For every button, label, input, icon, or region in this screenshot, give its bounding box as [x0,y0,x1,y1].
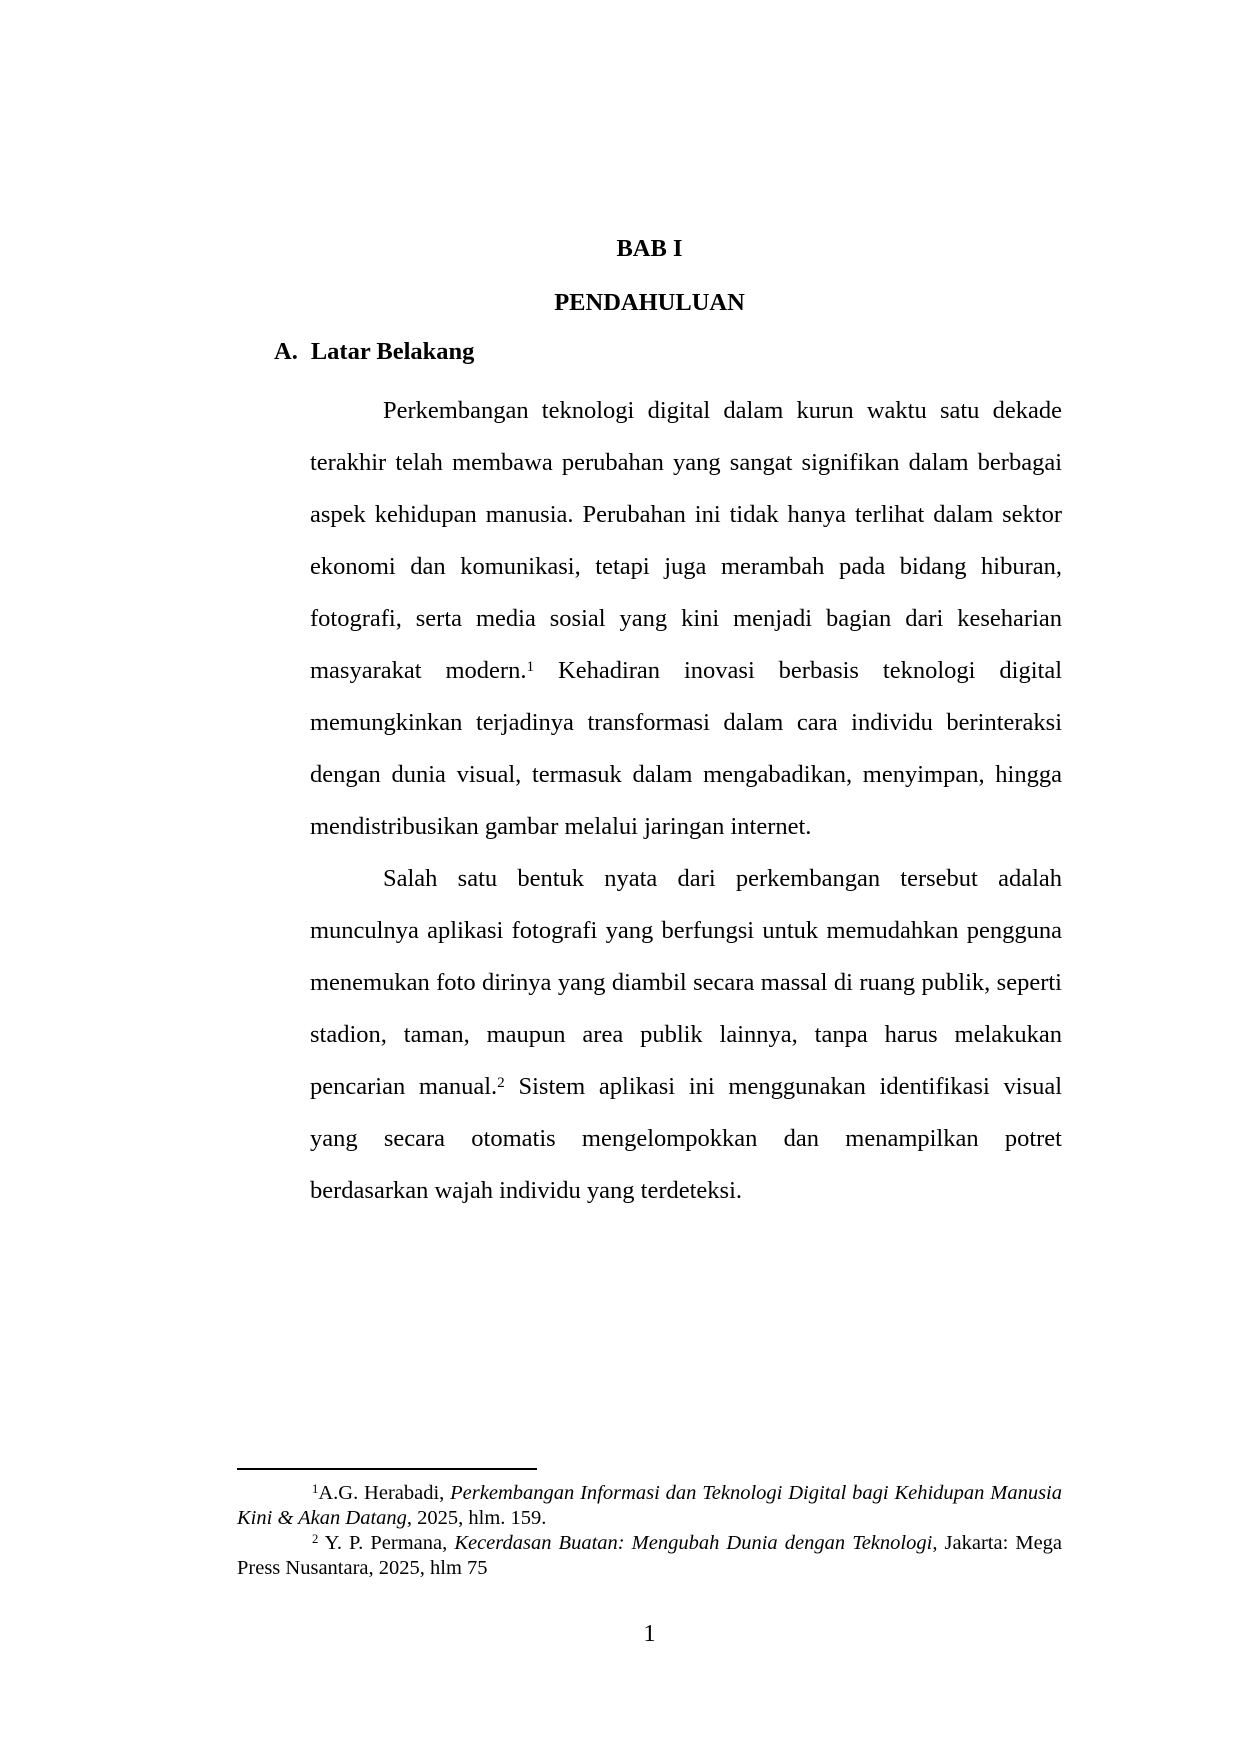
body-line [310,593,1062,645]
body-text [310,385,1062,1217]
body-line [310,541,1062,593]
text-segment: Sistem aplikasi ini menggunakan identifikasi visual [504,1073,1063,1100]
body-line [310,1061,1062,1113]
footnote-line [237,1506,1062,1531]
footnote-ref: 2 [312,1532,319,1547]
body-line [310,801,1062,853]
paragraph-2 [310,853,1062,1217]
footnote-1 [237,1481,1062,1531]
paragraph-1 [310,385,1062,853]
text-segment: , 2025, hlm. 159. [406,1507,547,1529]
section-heading [274,339,474,365]
text-segment: ekonomi dan komunikasi, tetapi juga merambah pada bidang hiburan, [310,553,1062,580]
text-segment: A.G. Herabadi, [318,1482,451,1504]
footnote-2 [237,1531,1062,1581]
text-segment: Press Nusantara, 2025, hlm 75 [237,1557,488,1579]
text-segment: masyarakat modern. [310,657,527,684]
text-segment: menemukan foto dirinya yang diambil secara massal di ruang publik, seperti [310,969,1062,996]
footnotes [237,1481,1062,1581]
footnote-ref: 1 [312,1482,319,1497]
body-line [310,905,1062,957]
text-segment: Perkembangan teknologi digital dalam kurun waktu satu dekade [383,397,1062,424]
footnote-ref: 2 [497,1074,505,1092]
text-segment: memungkinkan terjadinya transformasi dalam cara individu berinteraksi [310,709,1062,736]
footnote-ref: 1 [526,658,535,676]
body-line [310,385,1062,437]
text-segment: pencarian manual. [310,1073,498,1100]
body-line [310,1009,1062,1061]
body-line [310,1165,1062,1217]
body-line [310,957,1062,1009]
text-segment: stadion, taman, maupun area publik lainnya, tanpa harus melakukan [310,1021,1062,1048]
text-segment: aspek kehidupan manusia. Perubahan ini tidak hanya terlihat dalam sektor [310,501,1062,528]
body-line [310,437,1062,489]
footnote-line [237,1556,1062,1581]
text-segment: terakhir telah membawa perubahan yang sangat signifikan dalam berbagai [310,449,1062,476]
text-segment: Perkembangan Informasi dan Teknologi Digital bagi Kehidupan Manusia [450,1482,1062,1504]
text-segment: Kini & Akan Datang [237,1507,407,1529]
section-label: A. [274,338,298,365]
body-line [310,697,1062,749]
body-line [310,749,1062,801]
chapter-label: BAB I [616,235,683,262]
text-segment: Salah satu bentuk nyata dari perkembangan tersebut adalah [383,865,1062,892]
body-line [310,645,1062,697]
text-segment: dengan dunia visual, termasuk dalam mengabadikan, menyimpan, hingga [310,761,1062,788]
page-number: 1 [643,1620,656,1647]
text-segment: , Jakarta: Mega [932,1532,1063,1554]
text-segment: Kecerdasan Buatan: Mengubah Dunia dengan Teknologi [454,1532,933,1554]
body-line [310,853,1062,905]
text-segment: munculnya aplikasi fotografi yang berfungsi untuk memudahkan pengguna [310,917,1062,944]
text-segment: fotografi, serta media sosial yang kini menjadi bagian dari keseharian [310,605,1062,632]
text-segment: mendistribusikan gambar melalui jaringan internet. [310,813,812,840]
footnote-line [237,1531,1062,1556]
section-title: Latar Belakang [310,338,475,365]
text-segment: Kehadiran inovasi berbasis teknologi digital [534,657,1062,684]
text-segment: berdasarkan wajah individu yang terdeteksi. [310,1177,743,1204]
text-segment: Y. P. Permana, [318,1532,455,1554]
chapter-title: PENDAHULUAN [554,289,745,316]
text-segment: yang secara otomatis mengelompokkan dan menampilkan potret [310,1125,1062,1152]
body-line [310,1113,1062,1165]
footnote-separator [237,1468,537,1470]
body-line [310,489,1062,541]
footnote-line [237,1481,1062,1506]
